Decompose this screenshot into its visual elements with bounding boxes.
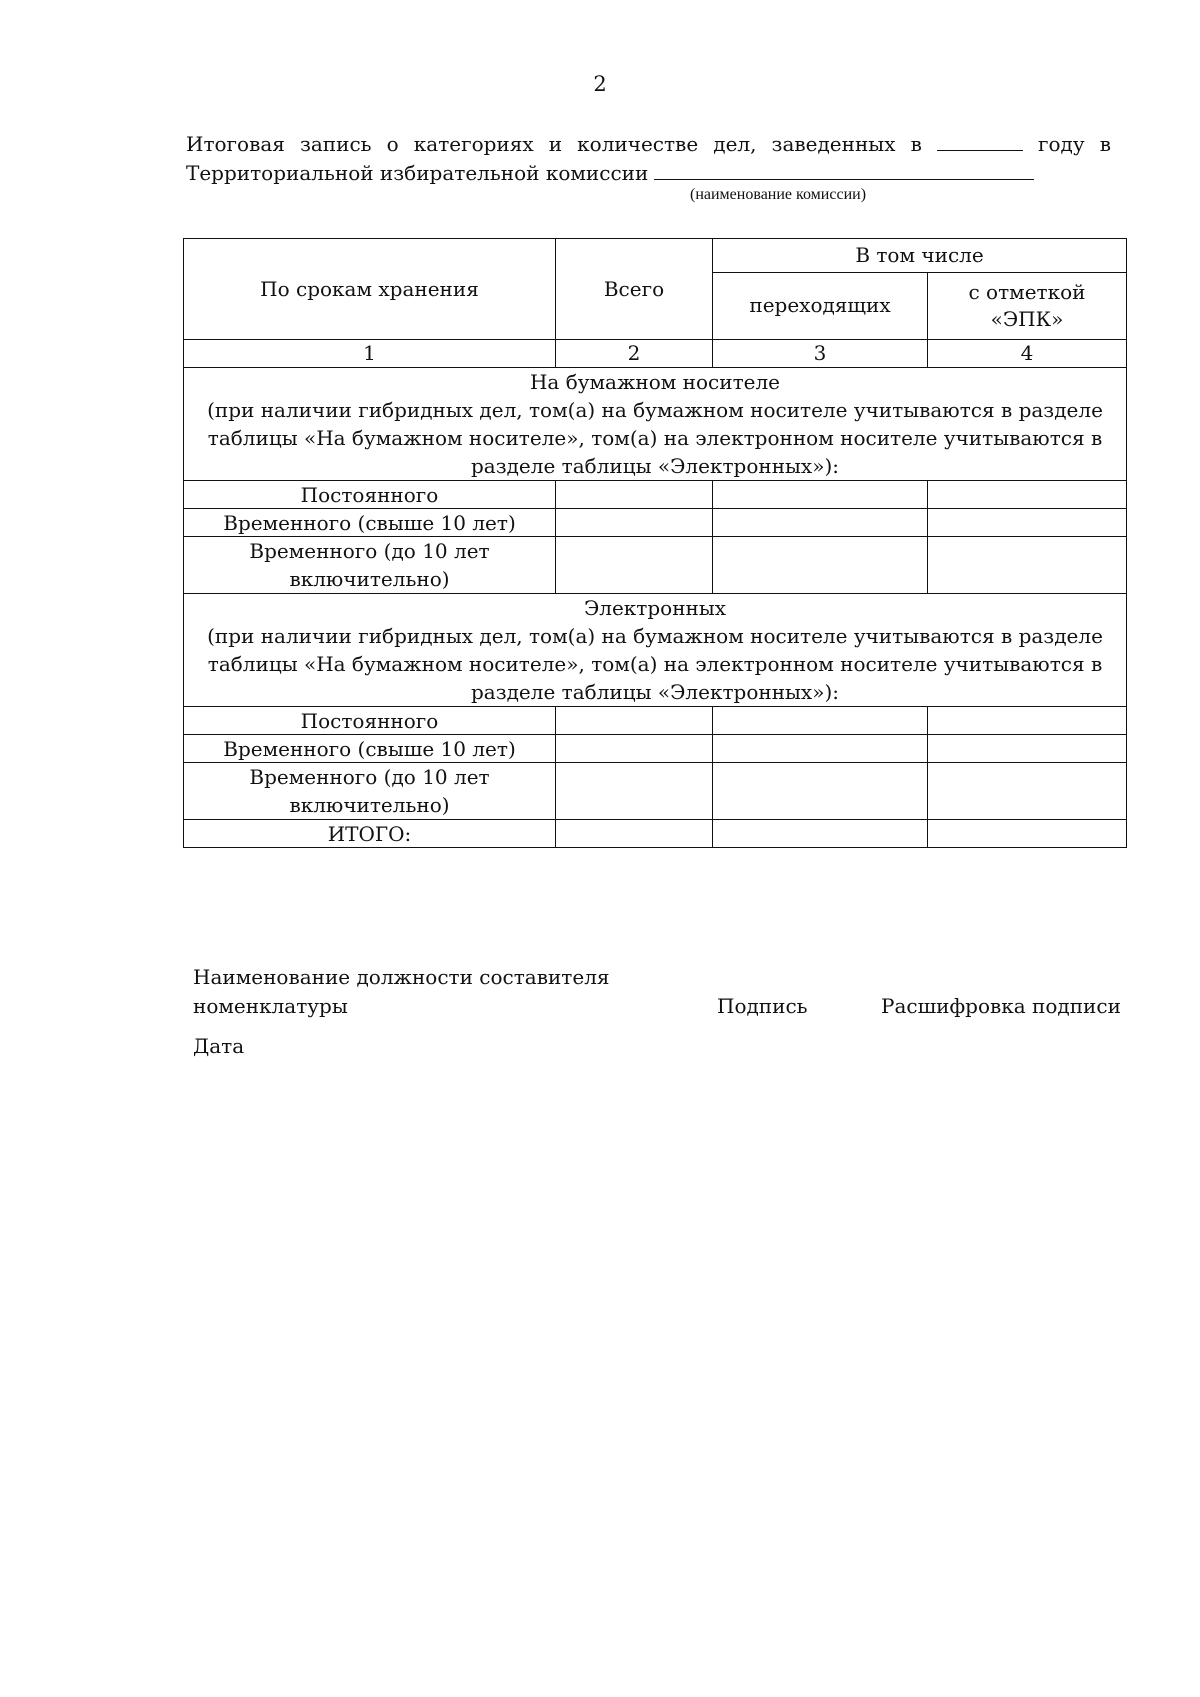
- section-note-line: таблицы «На бумажном носителе», том(а) на электронном носителе учитываются в: [207, 426, 1103, 450]
- cell-total[interactable]: [556, 481, 713, 509]
- header-total: Всего: [556, 239, 713, 340]
- column-number: 4: [928, 340, 1127, 368]
- section-note-line: (при наличии гибридных дел, том(а) на бумажном носителе учитываются в разделе: [207, 398, 1103, 422]
- section-note-line: (при наличии гибридных дел, том(а) на бумажном носителе учитываются в разделе: [207, 624, 1103, 648]
- header-including: В том числе: [713, 239, 1127, 273]
- cell-transitional[interactable]: [713, 820, 928, 848]
- signature-decoding-label: Расшифровка подписи: [881, 994, 1121, 1018]
- compiler-position-label: [193, 963, 653, 1021]
- table-row: [184, 735, 1127, 763]
- column-number-row: [184, 340, 1127, 368]
- signature-label: Подпись: [717, 994, 808, 1018]
- column-number: 1: [184, 340, 556, 368]
- cell-epk[interactable]: [928, 537, 1127, 594]
- page-number: 2: [593, 72, 607, 96]
- intro-commission-text: Территориальной избирательной комиссии: [186, 161, 649, 185]
- cell-total[interactable]: [556, 820, 713, 848]
- cell-epk[interactable]: [928, 509, 1127, 537]
- column-number: 2: [556, 340, 713, 368]
- header-epk: [928, 272, 1127, 339]
- row-label-line2: включительно): [289, 567, 450, 591]
- row-label: Временного (свыше 10 лет): [184, 509, 556, 537]
- cell-total[interactable]: [556, 537, 713, 594]
- table-row: [184, 481, 1127, 509]
- cell-transitional[interactable]: [713, 735, 928, 763]
- row-label-line1: Временного (до 10 лет: [249, 539, 490, 563]
- section-header-paper: [184, 368, 1127, 481]
- cell-total[interactable]: [556, 707, 713, 735]
- section-header-electronic: [184, 594, 1127, 707]
- row-label-line2: включительно): [289, 793, 450, 817]
- header-epk-line1: с отметкой: [968, 279, 1086, 304]
- intro-line-2: [186, 157, 1111, 188]
- cell-total[interactable]: [556, 763, 713, 820]
- intro-line-1: [186, 128, 1111, 159]
- column-number: 3: [713, 340, 928, 368]
- section-note-line: разделе таблицы «Электронных»):: [470, 454, 839, 478]
- cell-epk[interactable]: [928, 481, 1127, 509]
- commission-blank-field[interactable]: [654, 157, 1034, 180]
- total-row: [184, 820, 1127, 848]
- table-row: [184, 763, 1127, 820]
- cell-transitional[interactable]: [713, 707, 928, 735]
- table-row: [184, 707, 1127, 735]
- cell-epk[interactable]: [928, 735, 1127, 763]
- header-storage: По срокам хранения: [184, 239, 556, 340]
- row-label: Постоянного: [184, 707, 556, 735]
- row-label: Временного (свыше 10 лет): [184, 735, 556, 763]
- row-label: [184, 537, 556, 594]
- cell-transitional[interactable]: [713, 509, 928, 537]
- cell-epk[interactable]: [928, 707, 1127, 735]
- section-paper-cell: [184, 368, 1127, 481]
- cell-transitional[interactable]: [713, 537, 928, 594]
- compiler-position-line1: Наименование должности составителя: [193, 965, 610, 989]
- section-title: На бумажном носителе: [529, 370, 781, 394]
- total-label: ИТОГО:: [184, 820, 556, 848]
- section-title: Электронных: [583, 596, 727, 620]
- section-note-line: разделе таблицы «Электронных»):: [470, 680, 839, 704]
- header-transitional: переходящих: [713, 272, 928, 339]
- cell-transitional[interactable]: [713, 763, 928, 820]
- header-row: [184, 239, 1127, 273]
- section-note-line: таблицы «На бумажном носителе», том(а) на электронном носителе учитываются в: [207, 652, 1103, 676]
- table-row: [184, 537, 1127, 594]
- cell-epk[interactable]: [928, 763, 1127, 820]
- intro-text: Итоговая запись о категориях и количестве дел, заведенных в: [186, 132, 922, 156]
- summary-table: [183, 238, 1127, 848]
- cell-transitional[interactable]: [713, 481, 928, 509]
- cell-total[interactable]: [556, 509, 713, 537]
- row-label: [184, 763, 556, 820]
- header-epk-line2: «ЭПК»: [990, 306, 1064, 331]
- cell-total[interactable]: [556, 735, 713, 763]
- compiler-position-line2: номенклатуры: [193, 994, 348, 1018]
- commission-caption: (наименование комиссии): [690, 186, 867, 203]
- intro-year-suffix: году в: [1038, 132, 1111, 156]
- year-blank-field[interactable]: [937, 128, 1023, 151]
- row-label: Постоянного: [184, 481, 556, 509]
- row-label-line1: Временного (до 10 лет: [249, 765, 490, 789]
- section-electronic-cell: [184, 594, 1127, 707]
- table-row: [184, 509, 1127, 537]
- date-label: Дата: [193, 1034, 245, 1058]
- cell-epk[interactable]: [928, 820, 1127, 848]
